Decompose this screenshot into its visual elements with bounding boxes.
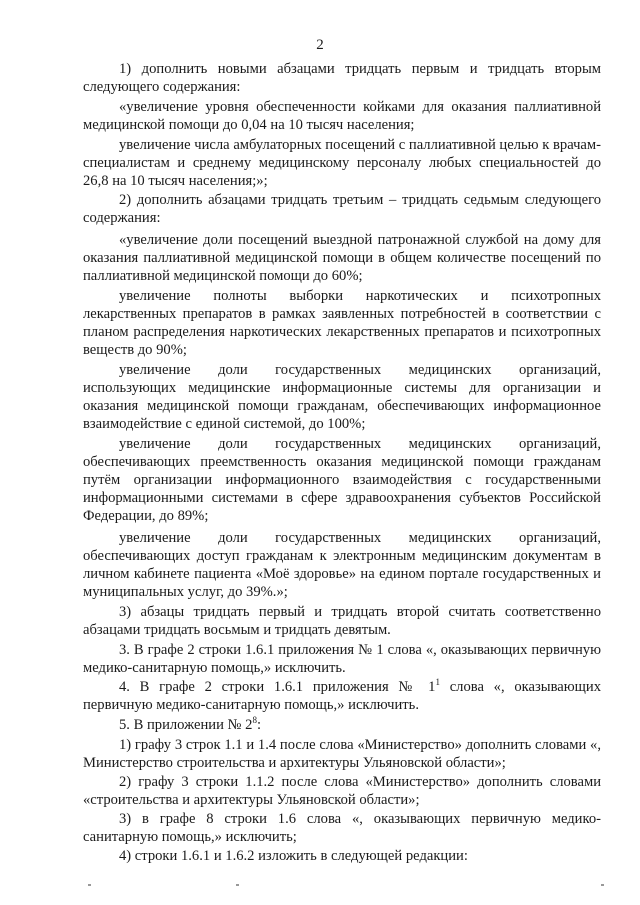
paragraph: 2) дополнить абзацами тридцать третьим – тридцать седьмым следующего содержания:	[83, 192, 601, 226]
paragraph-text: 4. В графе 2 строки 1.6.1 приложения № 1	[119, 679, 436, 695]
paragraph: «увеличение доли посещений выездной патронажной службой на дому для оказания паллиативной медицинской помощи в общем количестве посещений по паллиативной медицинской помощи до 60%;	[83, 232, 601, 284]
paragraph: увеличение доли государственных медицинских организаций, использующих медицинские информационные системы для организации и оказания медицинской помощи гражданам, обеспечивающих информационное взаимодействие с единой системой, до 100%;	[83, 362, 601, 432]
paragraph-text: 5. В приложении № 2	[119, 717, 253, 733]
scan-speck	[88, 884, 91, 886]
paragraph: увеличение числа амбулаторных посещений с паллиативной целью к врачам-специалистам и среднему медицинскому персоналу любых специальностей до 26,8 на 10 тысяч населения;»;	[83, 137, 601, 189]
scan-speck	[236, 884, 239, 886]
paragraph-text: слова «, оказывающих первичную медико-санитарную помощь,» исключить.	[83, 679, 601, 713]
document-body	[83, 60, 601, 865]
superscript: 1	[435, 677, 440, 688]
paragraph	[83, 678, 601, 714]
paragraph: 3) абзацы тридцать первый и тридцать второй считать соответственно абзацами тридцать восьмым и тридцать девятым.	[83, 604, 601, 638]
paragraph-text: :	[256, 717, 261, 733]
paragraph: увеличение полноты выборки наркотических и психотропных лекарственных препаратов в рамках заявленных потребностей в соответствии с планом распределения наркотических лекарственных препаратов и психотропных веществ до 90%;	[83, 288, 601, 358]
paragraph: 3. В графе 2 строки 1.6.1 приложения № 1 слова «, оказывающих первичную медико-санитарную помощь,» исключить.	[83, 642, 601, 676]
page-number: 2	[316, 37, 324, 53]
paragraph: 1) дополнить новыми абзацами тридцать первым и тридцать вторым следующего содержания:	[83, 61, 601, 95]
paragraph	[83, 716, 601, 734]
paragraph: 1) графу 3 строк 1.1 и 1.4 после слова «Министерство» дополнить словами «, Министерство строительства и архитектуры Ульяновской области»;	[83, 737, 601, 771]
superscript: 8	[252, 715, 257, 726]
paragraph: 4) строки 1.6.1 и 1.6.2 изложить в следующей редакции:	[119, 848, 468, 864]
paragraph: «увеличение уровня обеспеченности койками для оказания паллиативной медицинской помощи до 0,04 на 10 тысяч населения;	[83, 99, 601, 133]
paragraph: 2) графу 3 строки 1.1.2 после слова «Министерство» дополнить словами «строительства и архитектуры Ульяновской области»;	[83, 774, 601, 808]
scan-speck	[601, 884, 604, 886]
paragraph: 3) в графе 8 строки 1.6 слова «, оказывающих первичную медико-санитарную помощь,» исключить;	[83, 811, 601, 845]
paragraph: увеличение доли государственных медицинских организаций, обеспечивающих преемственность оказания медицинской помощи гражданам путём организации информационного взаимодействия с государственными информационными системами в сфере здравоохранения субъектов Российской Федерации, до 89%;	[83, 436, 601, 524]
paragraph: увеличение доли государственных медицинских организаций, обеспечивающих доступ гражданам к электронным медицинским документам в личном кабинете пациента «Моё здоровье» на едином портале государственных и муниципальных услуг, до 39%.»;	[83, 530, 601, 600]
